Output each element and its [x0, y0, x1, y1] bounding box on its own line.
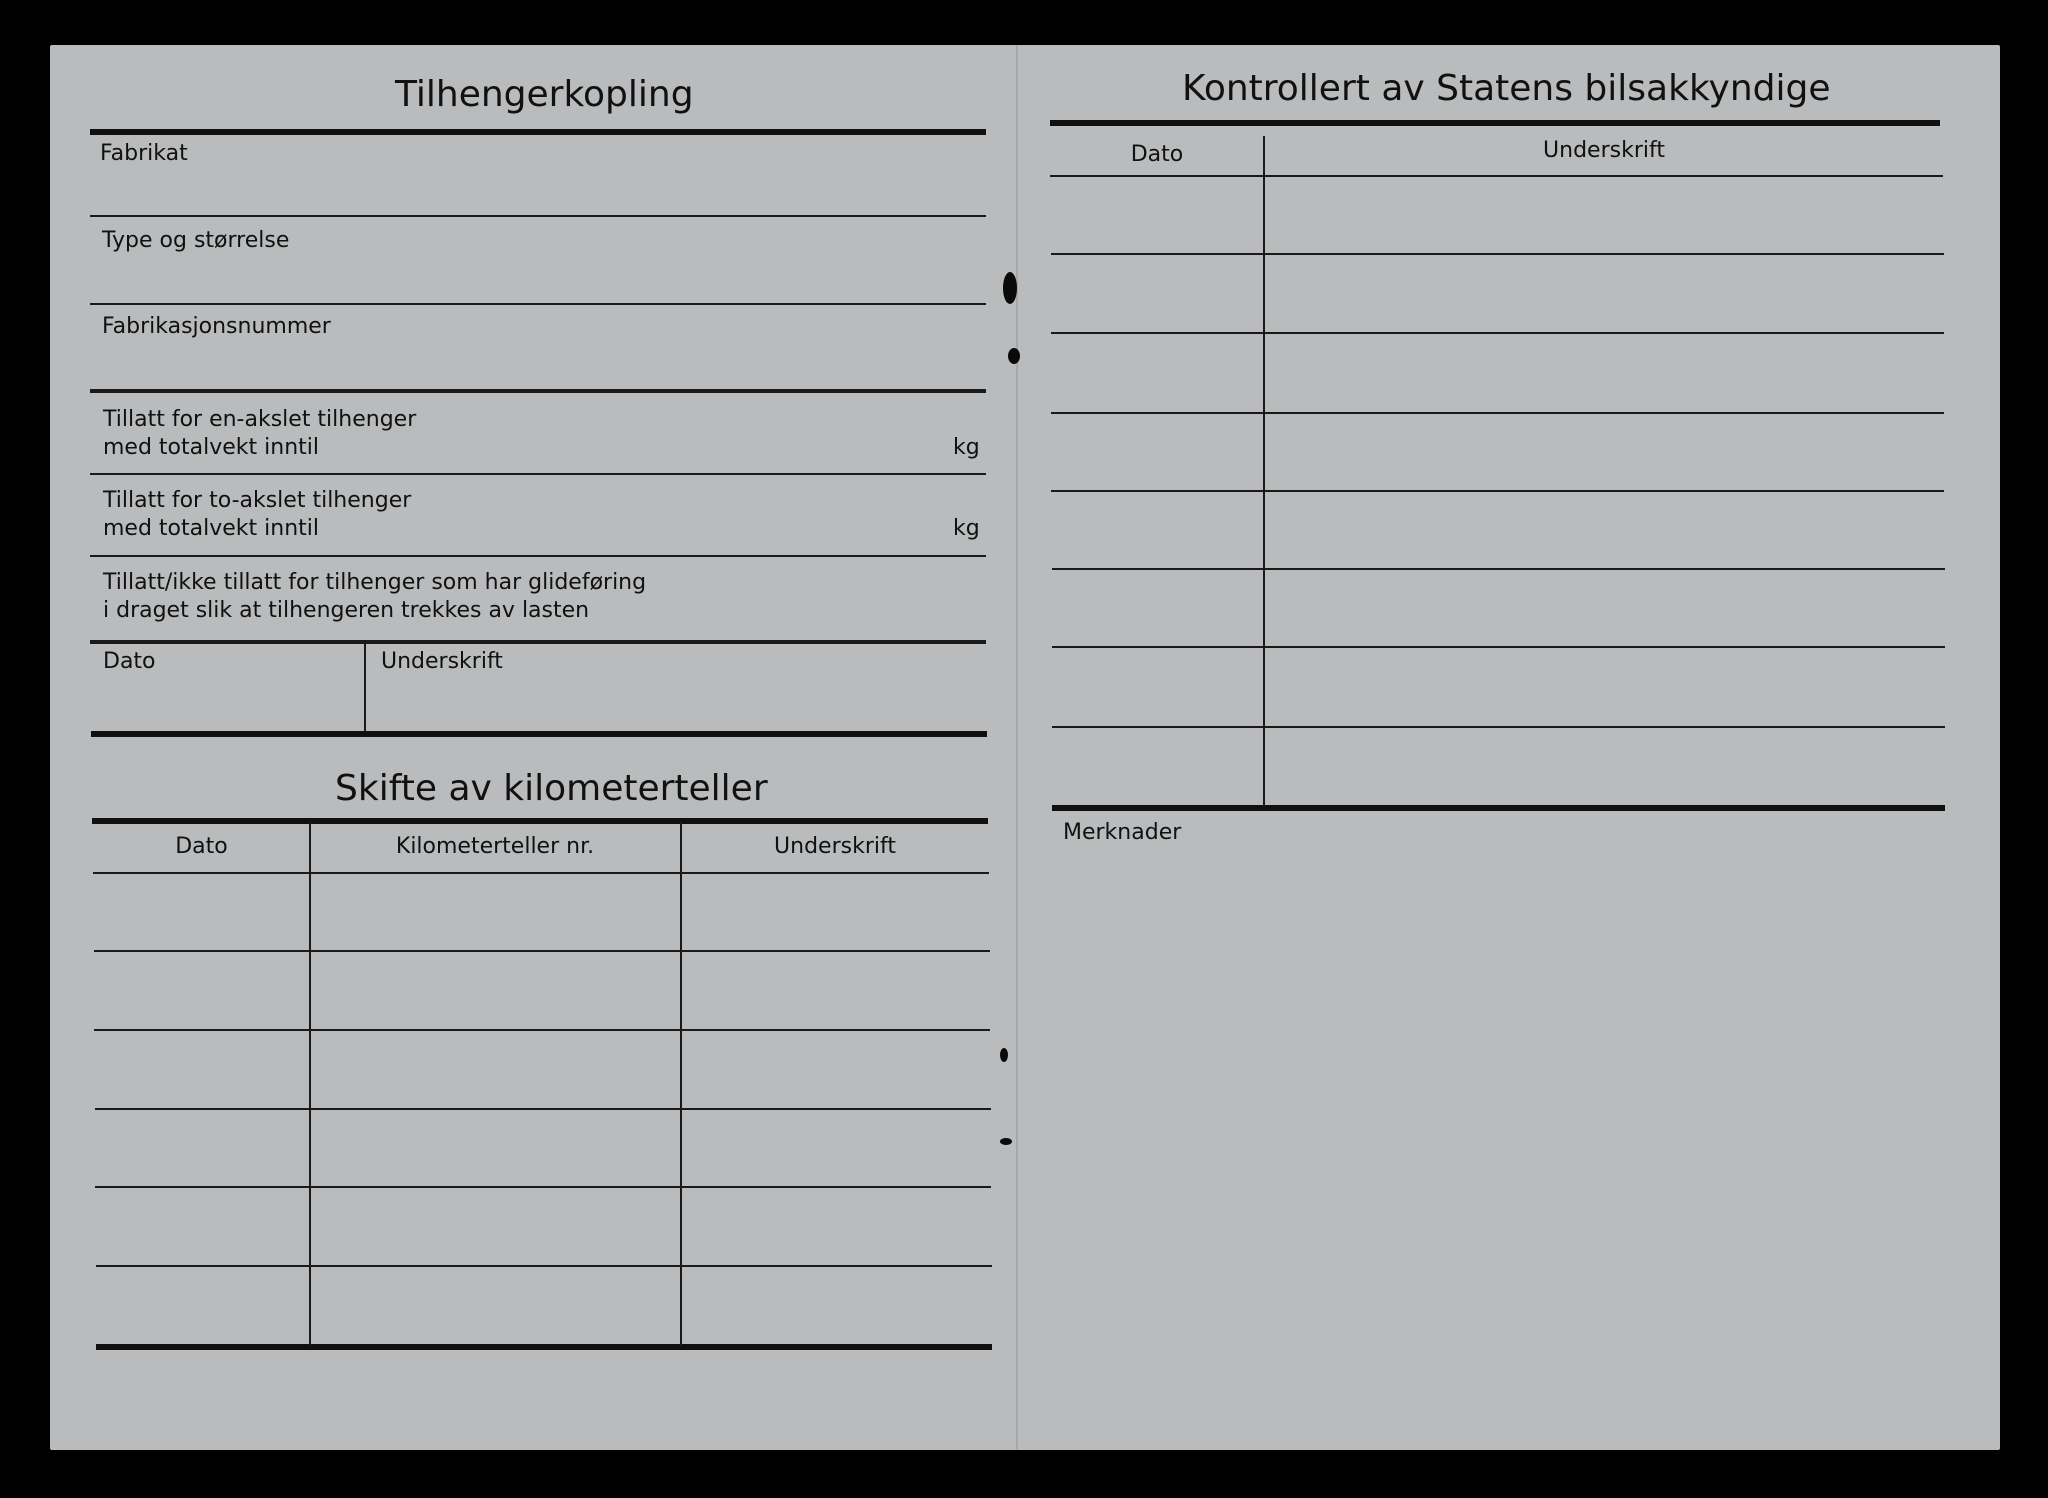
table-row-line [1051, 253, 1944, 255]
table-row-line [1051, 490, 1944, 492]
punch-mark [1000, 1048, 1008, 1062]
km-col-nummer: Kilometerteller nr. [395, 834, 595, 859]
merknader-label: Merknader [1063, 820, 1182, 845]
glideforing-label-2: i draget slik at tilhengeren trekkes av lasten [103, 598, 590, 623]
table-row-line [95, 1186, 991, 1188]
km-col-underskrift: Underskrift [774, 834, 896, 859]
control-col-underskrift: Underskrift [1543, 138, 1665, 163]
left-page-title: Tilhengerkopling [395, 74, 694, 115]
rule [90, 473, 986, 475]
dato-label: Dato [103, 649, 156, 674]
to-akslet-label-2: med totalvekt inntil [103, 516, 319, 541]
table-row-line [1052, 646, 1945, 648]
table-row-line [1050, 175, 1943, 177]
table-row-line [93, 872, 989, 874]
punch-mark [1003, 272, 1017, 304]
kg-unit: kg [953, 516, 980, 541]
rule [90, 640, 986, 644]
glideforing-label-1: Tillatt/ikke tillatt for tilhenger som har glideføring [103, 570, 647, 595]
fabrikat-label: Fabrikat [100, 141, 188, 166]
rule [91, 731, 987, 737]
rule [1052, 805, 1945, 811]
document-sheet [50, 45, 2000, 1450]
center-fold [1016, 45, 1018, 1450]
type-label: Type og størrelse [102, 228, 290, 253]
punch-mark [1008, 348, 1020, 364]
rule [90, 389, 986, 393]
control-col-dato: Dato [1130, 142, 1184, 167]
to-akslet-label-1: Tillatt for to-akslet tilhenger [103, 488, 412, 513]
rule [96, 1344, 992, 1350]
rule [92, 818, 988, 824]
right-page-title: Kontrollert av Statens bilsakkyndige [1182, 68, 1831, 109]
rule [1050, 120, 1940, 126]
rule [90, 303, 986, 305]
column-divider [680, 822, 682, 1346]
table-row-line [1052, 568, 1945, 570]
en-akslet-label-2: med totalvekt inntil [103, 435, 319, 460]
table-row-line [94, 950, 990, 952]
km-col-dato: Dato [175, 834, 228, 859]
column-divider [1263, 136, 1265, 807]
rule [90, 129, 986, 135]
kg-unit: kg [953, 435, 980, 460]
table-row-line [94, 1029, 990, 1031]
table-row-line [96, 1265, 992, 1267]
table-row-line [1052, 726, 1945, 728]
underskrift-label: Underskrift [381, 649, 503, 674]
table-row-line [1051, 332, 1944, 334]
en-akslet-label-1: Tillatt for en-akslet tilhenger [103, 407, 417, 432]
table-row-line [1051, 412, 1944, 414]
column-divider [364, 644, 366, 732]
rule [90, 215, 986, 217]
table-row-line [95, 1108, 991, 1110]
km-section-title: Skifte av kilometerteller [335, 768, 768, 809]
rule [90, 555, 986, 557]
punch-mark [1000, 1138, 1012, 1145]
fabrikasjonsnummer-label: Fabrikasjonsnummer [102, 314, 331, 339]
column-divider [309, 822, 311, 1346]
